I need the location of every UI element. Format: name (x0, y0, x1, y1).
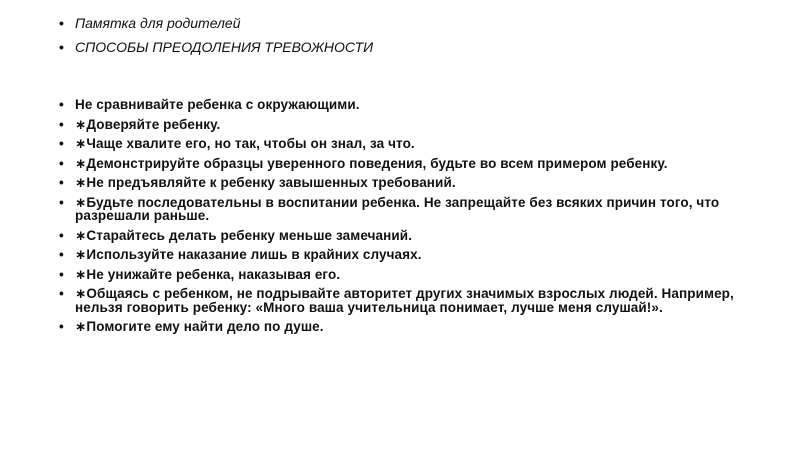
bullet-icon: • (59, 266, 64, 282)
tip-text: ∗Не унижайте ребенка, наказывая его. (75, 266, 341, 282)
bullet-icon: • (59, 97, 64, 112)
tip-item (59, 118, 749, 132)
bullet-icon: • (59, 175, 64, 190)
tip-item (59, 320, 749, 334)
bullet-icon: • (59, 247, 64, 262)
tip-item (59, 157, 749, 171)
tip-item (59, 176, 749, 190)
tip-text: Не сравнивайте ребенка с окружающими. (75, 97, 360, 112)
bullet-icon: • (59, 155, 64, 171)
tip-item (59, 196, 749, 223)
tip-text: ∗Демонстрируйте образцы уверенного поведения, будьте во всем примером ребенку. (75, 155, 668, 171)
tip-text: ∗Чаще хвалите его, но так, чтобы он знал, за что. (75, 136, 415, 151)
tips-list (59, 98, 749, 340)
bullet-icon: • (59, 319, 64, 334)
tip-text: ∗Общаясь с ребенком, не подрывайте авторитет других значимых взрослых людей. Например, нельзя говорить ребенку: «Много ваша учительница понимает, лучше меня слушай!». (75, 286, 734, 315)
bullet-icon: • (59, 39, 64, 55)
tip-item (59, 268, 749, 282)
tip-text: ∗Доверяйте ребенку. (75, 116, 221, 132)
tip-item (59, 229, 749, 243)
tip-item (59, 248, 749, 262)
tip-text: ∗Используйте наказание лишь в крайних случаях. (75, 247, 422, 262)
tip-text: ∗Будьте последовательны в воспитании ребенка. Не запрещайте без всяких причин того, что разрешали раньше. (75, 194, 720, 223)
header-list (59, 15, 749, 63)
bullet-icon: • (59, 15, 64, 31)
tip-item (59, 287, 749, 314)
tip-item (59, 98, 749, 112)
bullet-icon: • (59, 286, 64, 301)
header-item-subtitle (59, 15, 749, 31)
tip-text: ∗Помогите ему найти дело по душе. (75, 319, 324, 334)
tip-text: ∗Не предъявляйте к ребенку завышенных требований. (75, 175, 456, 190)
title-text: СПОСОБЫ ПРЕОДОЛЕНИЯ ТРЕВОЖНОСТИ (75, 39, 374, 55)
tip-text: ∗Старайтесь делать ребенку меньше замечаний. (75, 227, 413, 243)
bullet-icon: • (59, 136, 64, 151)
subtitle-text: Памятка для родителей (75, 15, 241, 31)
header-item-title (59, 39, 749, 55)
bullet-icon: • (59, 227, 64, 243)
bullet-icon: • (59, 194, 64, 210)
tip-item (59, 137, 749, 151)
bullet-icon: • (59, 116, 64, 132)
